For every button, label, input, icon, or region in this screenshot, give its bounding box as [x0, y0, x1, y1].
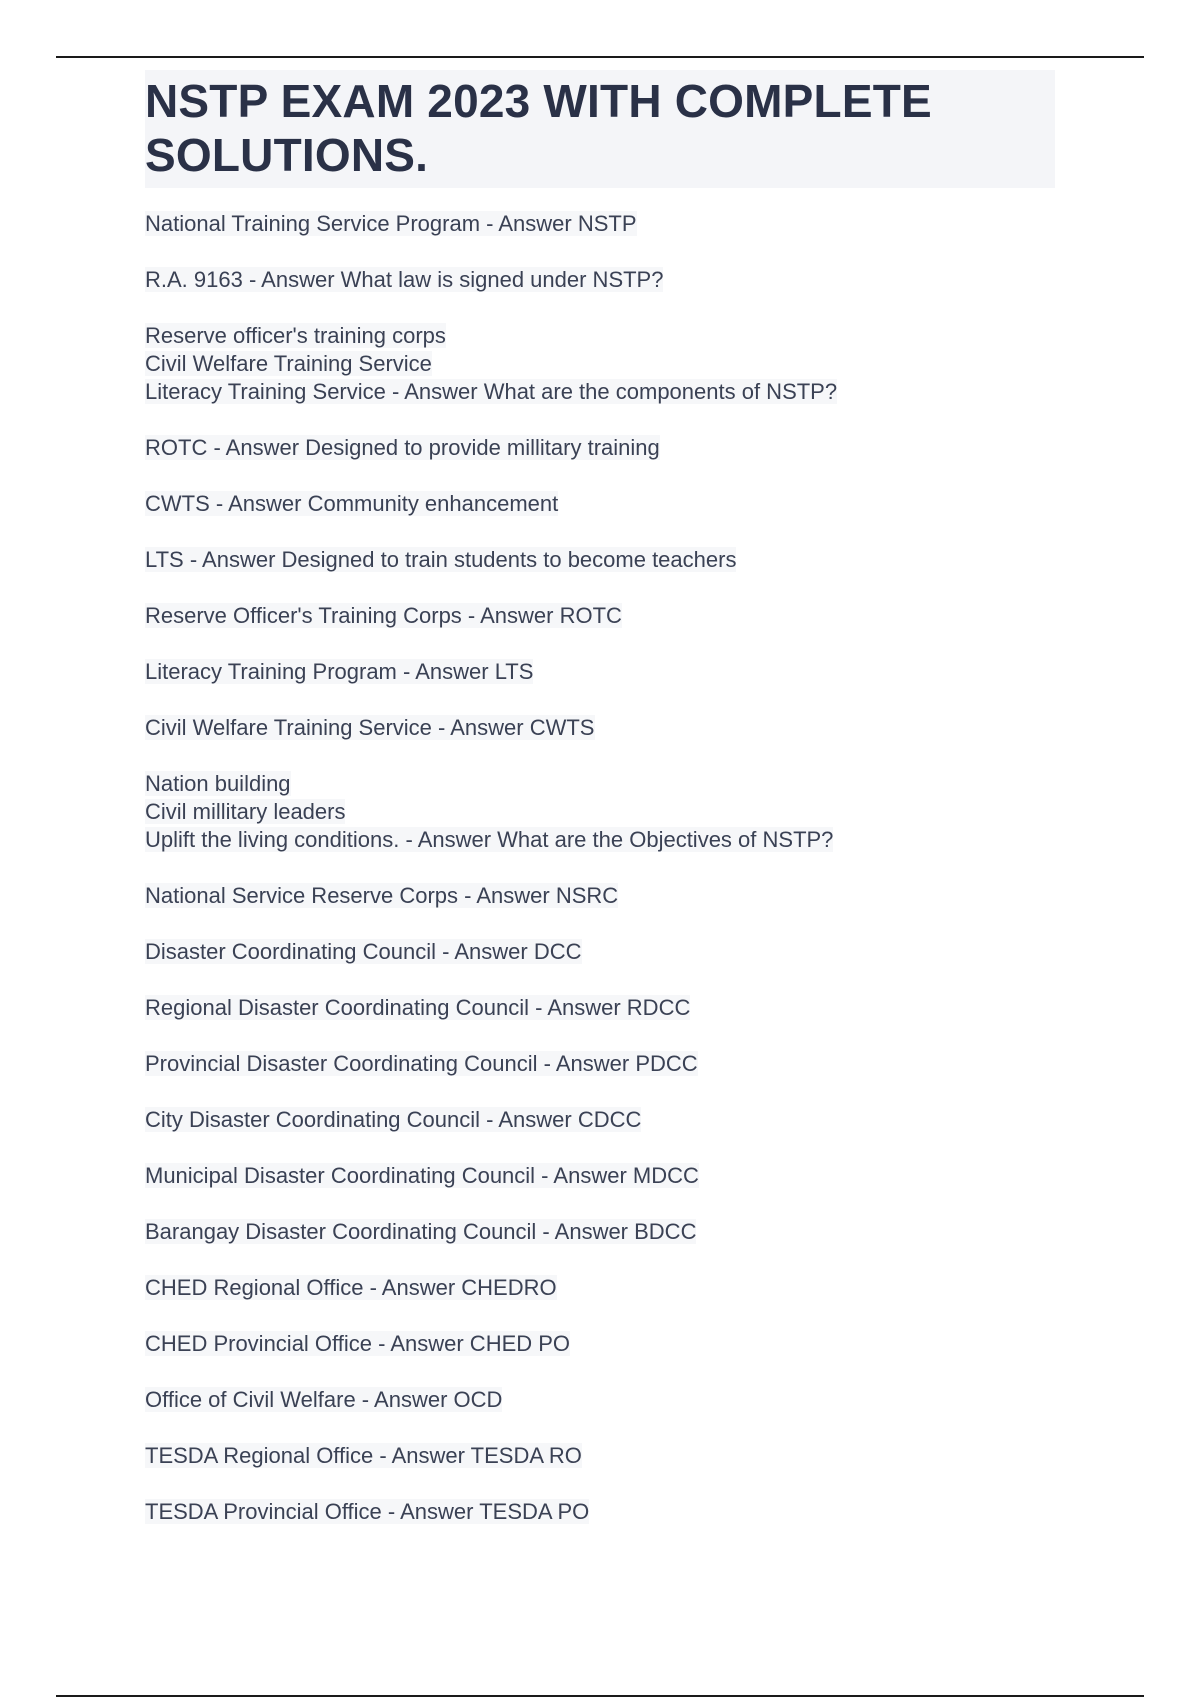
qa-line [145, 770, 1055, 798]
qa-line-text: Reserve officer's training corps [145, 323, 446, 348]
qa-line [145, 658, 1055, 686]
qa-item [145, 1106, 1055, 1134]
qa-item [145, 490, 1055, 518]
qa-item [145, 658, 1055, 686]
qa-line-text: Civil Welfare Training Service [145, 351, 432, 376]
qa-line-text: Literacy Training Service - Answer What are the components of NSTP? [145, 379, 838, 404]
top-rule [56, 56, 1144, 58]
qa-list [145, 210, 1055, 1526]
qa-line-text: CHED Regional Office - Answer CHEDRO [145, 1275, 557, 1300]
qa-line-text: Regional Disaster Coordinating Council - Answer RDCC [145, 995, 691, 1020]
qa-line [145, 1330, 1055, 1358]
document-title: NSTP EXAM 2023 WITH COMPLETE SOLUTIONS. [145, 75, 932, 181]
qa-line [145, 826, 1055, 854]
qa-line [145, 1274, 1055, 1302]
bottom-rule [56, 1695, 1144, 1697]
qa-line [145, 434, 1055, 462]
qa-line [145, 350, 1055, 378]
qa-item [145, 1498, 1055, 1526]
qa-line-text: CWTS - Answer Community enhancement [145, 491, 559, 516]
qa-item [145, 882, 1055, 910]
qa-line [145, 1162, 1055, 1190]
qa-line-text: TESDA Regional Office - Answer TESDA RO [145, 1443, 582, 1468]
qa-line [145, 1050, 1055, 1078]
qa-line-text: Literacy Training Program - Answer LTS [145, 659, 534, 684]
qa-line-text: Provincial Disaster Coordinating Council - Answer PDCC [145, 1051, 698, 1076]
qa-item [145, 1330, 1055, 1358]
qa-line-text: Civil Welfare Training Service - Answer CWTS [145, 715, 595, 740]
qa-line-text: National Training Service Program - Answer NSTP [145, 211, 637, 236]
qa-line [145, 1498, 1055, 1526]
qa-line-text: Reserve Officer's Training Corps - Answer ROTC [145, 603, 622, 628]
qa-line [145, 714, 1055, 742]
qa-item [145, 434, 1055, 462]
qa-line-text: Disaster Coordinating Council - Answer DCC [145, 939, 582, 964]
qa-line-text: Nation building [145, 771, 291, 796]
document-body [145, 70, 1055, 1554]
qa-item [145, 1218, 1055, 1246]
qa-line [145, 378, 1055, 406]
qa-line-text: City Disaster Coordinating Council - Answer CDCC [145, 1107, 642, 1132]
qa-line-text: Office of Civil Welfare - Answer OCD [145, 1387, 503, 1412]
qa-line [145, 1442, 1055, 1470]
qa-item [145, 266, 1055, 294]
qa-line [145, 602, 1055, 630]
qa-item [145, 770, 1055, 854]
qa-line-text: LTS - Answer Designed to train students to become teachers [145, 547, 737, 572]
qa-item [145, 714, 1055, 742]
qa-line-text: R.A. 9163 - Answer What law is signed under NSTP? [145, 267, 664, 292]
qa-item [145, 1274, 1055, 1302]
qa-line [145, 546, 1055, 574]
qa-line [145, 1386, 1055, 1414]
qa-line-text: ROTC - Answer Designed to provide millitary training [145, 435, 660, 460]
qa-line [145, 210, 1055, 238]
qa-item [145, 1162, 1055, 1190]
qa-item [145, 322, 1055, 406]
qa-item [145, 1050, 1055, 1078]
qa-line [145, 322, 1055, 350]
qa-line [145, 798, 1055, 826]
qa-line-text: CHED Provincial Office - Answer CHED PO [145, 1331, 571, 1356]
qa-line-text: Civil millitary leaders [145, 799, 346, 824]
qa-line [145, 1106, 1055, 1134]
qa-line [145, 1218, 1055, 1246]
qa-item [145, 210, 1055, 238]
qa-line [145, 266, 1055, 294]
qa-line-text: Uplift the living conditions. - Answer What are the Objectives of NSTP? [145, 827, 834, 852]
qa-line [145, 938, 1055, 966]
qa-item [145, 1442, 1055, 1470]
qa-item [145, 994, 1055, 1022]
qa-line [145, 994, 1055, 1022]
qa-item [145, 938, 1055, 966]
qa-line-text: TESDA Provincial Office - Answer TESDA PO [145, 1499, 590, 1524]
qa-item [145, 546, 1055, 574]
title-block [145, 70, 1055, 188]
qa-line-text: National Service Reserve Corps - Answer NSRC [145, 883, 619, 908]
qa-item [145, 1386, 1055, 1414]
qa-line-text: Barangay Disaster Coordinating Council - Answer BDCC [145, 1219, 697, 1244]
qa-line-text: Municipal Disaster Coordinating Council - Answer MDCC [145, 1163, 699, 1188]
qa-item [145, 602, 1055, 630]
qa-line [145, 490, 1055, 518]
qa-line [145, 882, 1055, 910]
